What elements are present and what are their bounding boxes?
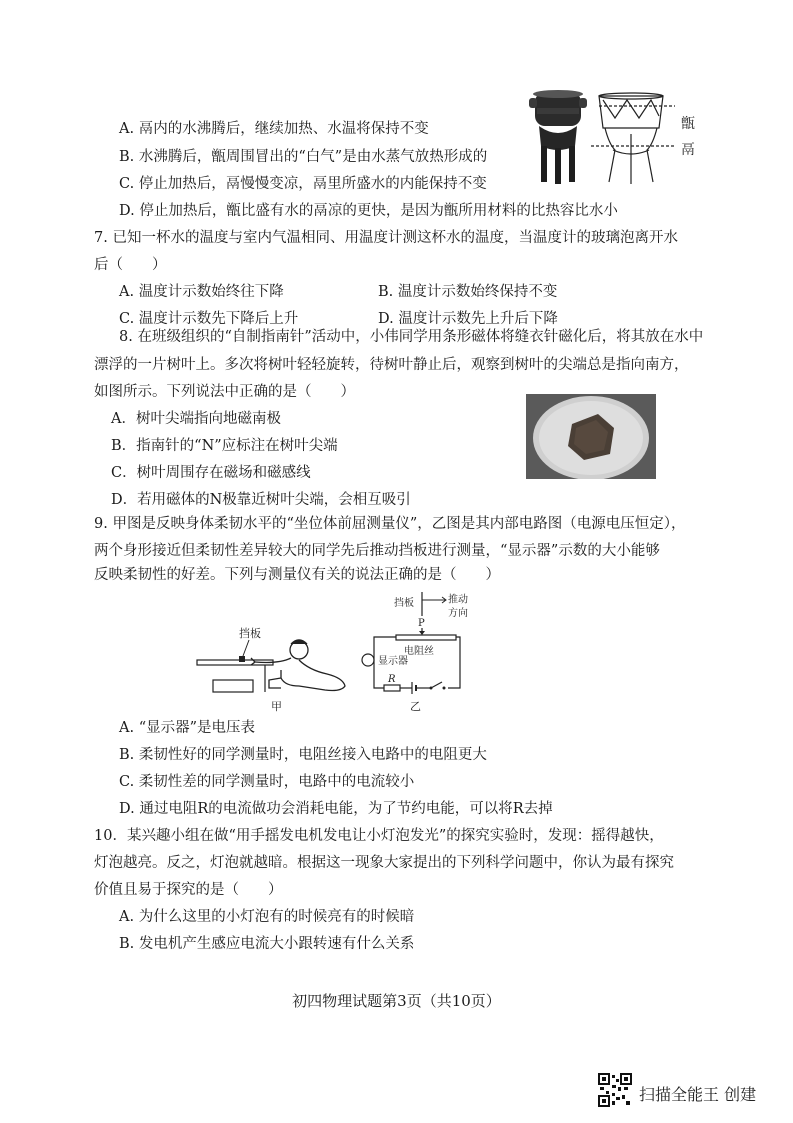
q10-stem-line1: 10．某兴趣小组在做“用手摇发电机发电让小灯泡发光”的探究实验时，发现：摇得越快， bbox=[94, 828, 664, 844]
display-meter bbox=[362, 654, 374, 666]
label-li: 鬲 bbox=[681, 142, 695, 158]
q9-option-a: A. “显示器”是电压表 bbox=[119, 720, 256, 736]
q6-option-c: C. 停止加热后，鬲慢慢变凉，鬲里所盛水的内能保持不变 bbox=[119, 176, 487, 192]
yi-push-label-1: 推动 bbox=[448, 594, 468, 606]
yi-display-label: 显示器 bbox=[378, 656, 408, 667]
yi-wire-label: 电阻丝 bbox=[404, 646, 434, 657]
q8-option-d: D．若用磁体的N极靠近树叶尖端，会相互吸引 bbox=[111, 492, 411, 508]
circuit-diagram bbox=[356, 592, 476, 714]
q7-option-c: C. 温度计示数先下降后上升 bbox=[119, 311, 299, 327]
yi-baffle-label: 挡板 bbox=[394, 598, 414, 609]
scanner-watermark-text: 扫描全能王 创建 bbox=[639, 1085, 757, 1104]
q7-option-a: A. 温度计示数始终往下降 bbox=[119, 284, 284, 300]
q8-stem-line1: 8. 在班级组织的“自制指南针”活动中，小伟同学用条形磁体将缝衣针磁化后，将其放在水中 bbox=[119, 329, 704, 345]
q8-option-c: C．树叶周围存在磁场和磁感线 bbox=[111, 465, 311, 481]
q9-stem-line3: 反映柔韧性的好差。下列与测量仪有关的说法正确的是（ ） bbox=[94, 567, 500, 583]
q8-stem-line2: 漂浮的一片树叶上。多次将树叶轻轻旋转，待树叶静止后，观察到树叶的尖端总是指向南方， bbox=[94, 357, 689, 373]
label-zeng: 甑 bbox=[681, 116, 695, 132]
q10-option-b: B. 发电机产生感应电流大小跟转速有什么关系 bbox=[119, 936, 415, 952]
page-footer: 初四物理试题第3页（共10页） bbox=[292, 992, 501, 1010]
q9-option-b: B. 柔韧性好的同学测量时，电阻丝接入电路中的电阻更大 bbox=[119, 747, 487, 763]
q9-option-c: C. 柔韧性差的同学测量时，电路中的电流较小 bbox=[119, 774, 415, 790]
q8-figure-leaf-compass bbox=[526, 394, 656, 479]
q9-figure-yi bbox=[356, 592, 476, 714]
steamer-illustration bbox=[525, 88, 705, 188]
resistor-r bbox=[384, 685, 400, 691]
sit-reach-illustration bbox=[195, 622, 355, 712]
q7-stem-line2: 后（ ） bbox=[94, 257, 167, 273]
q8-option-b: B．指南针的“N”应标注在树叶尖端 bbox=[111, 438, 338, 454]
resistance-wire bbox=[396, 635, 456, 640]
q9-option-d: D. 通过电阻R的电流做功会消耗电能，为了节约电能，可以将R去掉 bbox=[119, 801, 553, 817]
steamer-photo bbox=[529, 90, 587, 184]
q6-figure-steamer bbox=[525, 88, 705, 188]
qr-code-icon bbox=[598, 1073, 632, 1107]
q6-option-b: B. 水沸腾后，甑周围冒出的“白气”是由水蒸气放热形成的 bbox=[119, 149, 488, 165]
yi-resistor-label: R bbox=[388, 674, 396, 685]
jia-baffle-label: 挡板 bbox=[239, 627, 261, 640]
leaf-photo bbox=[526, 394, 656, 479]
q6-option-a: A. 鬲内的水沸腾后，继续加热、水温将保持不变 bbox=[119, 121, 429, 137]
steamer-diagram bbox=[591, 93, 675, 184]
q8-stem-line3: 如图所示。下列说法中正确的是（ ） bbox=[94, 384, 355, 400]
jia-caption: 甲 bbox=[271, 700, 282, 712]
q10-option-a: A. 为什么这里的小灯泡有的时候亮有的时候暗 bbox=[119, 909, 415, 925]
q9-stem-line1: 9. 甲图是反映身体柔韧水平的“坐位体前屈测量仪”，乙图是其内部电路图（电源电压恒定）， bbox=[94, 516, 686, 532]
q7-option-d: D. 温度计示数先上升后下降 bbox=[378, 311, 558, 327]
q10-stem-line2: 灯泡越亮。反之，灯泡就越暗。根据这一现象大家提出的下列科学问题中，你认为最有探究 bbox=[94, 855, 674, 871]
q10-stem-line3: 价值且易于探究的是（ ） bbox=[94, 882, 283, 898]
q9-figure-jia bbox=[195, 622, 355, 712]
yi-push-label-2: 方向 bbox=[448, 608, 468, 619]
q8-option-a: A．树叶尖端指向地磁南极 bbox=[111, 411, 281, 427]
yi-caption: 乙 bbox=[410, 700, 421, 713]
q7-stem-line1: 7. 已知一杯水的温度与室内气温相同、用温度计测这杯水的温度，当温度计的玻璃泡离开水 bbox=[94, 230, 678, 246]
q9-stem-line2: 两个身形接近但柔韧性差异较大的同学先后推动挡板进行测量，“显示器”示数的大小能够 bbox=[94, 543, 660, 559]
q6-option-d: D. 停止加热后，甑比盛有水的鬲凉的更快，是因为甑所用材料的比热容比水小 bbox=[119, 203, 618, 219]
yi-slider-label: P bbox=[418, 618, 425, 629]
q7-option-b: B. 温度计示数始终保持不变 bbox=[378, 284, 558, 300]
